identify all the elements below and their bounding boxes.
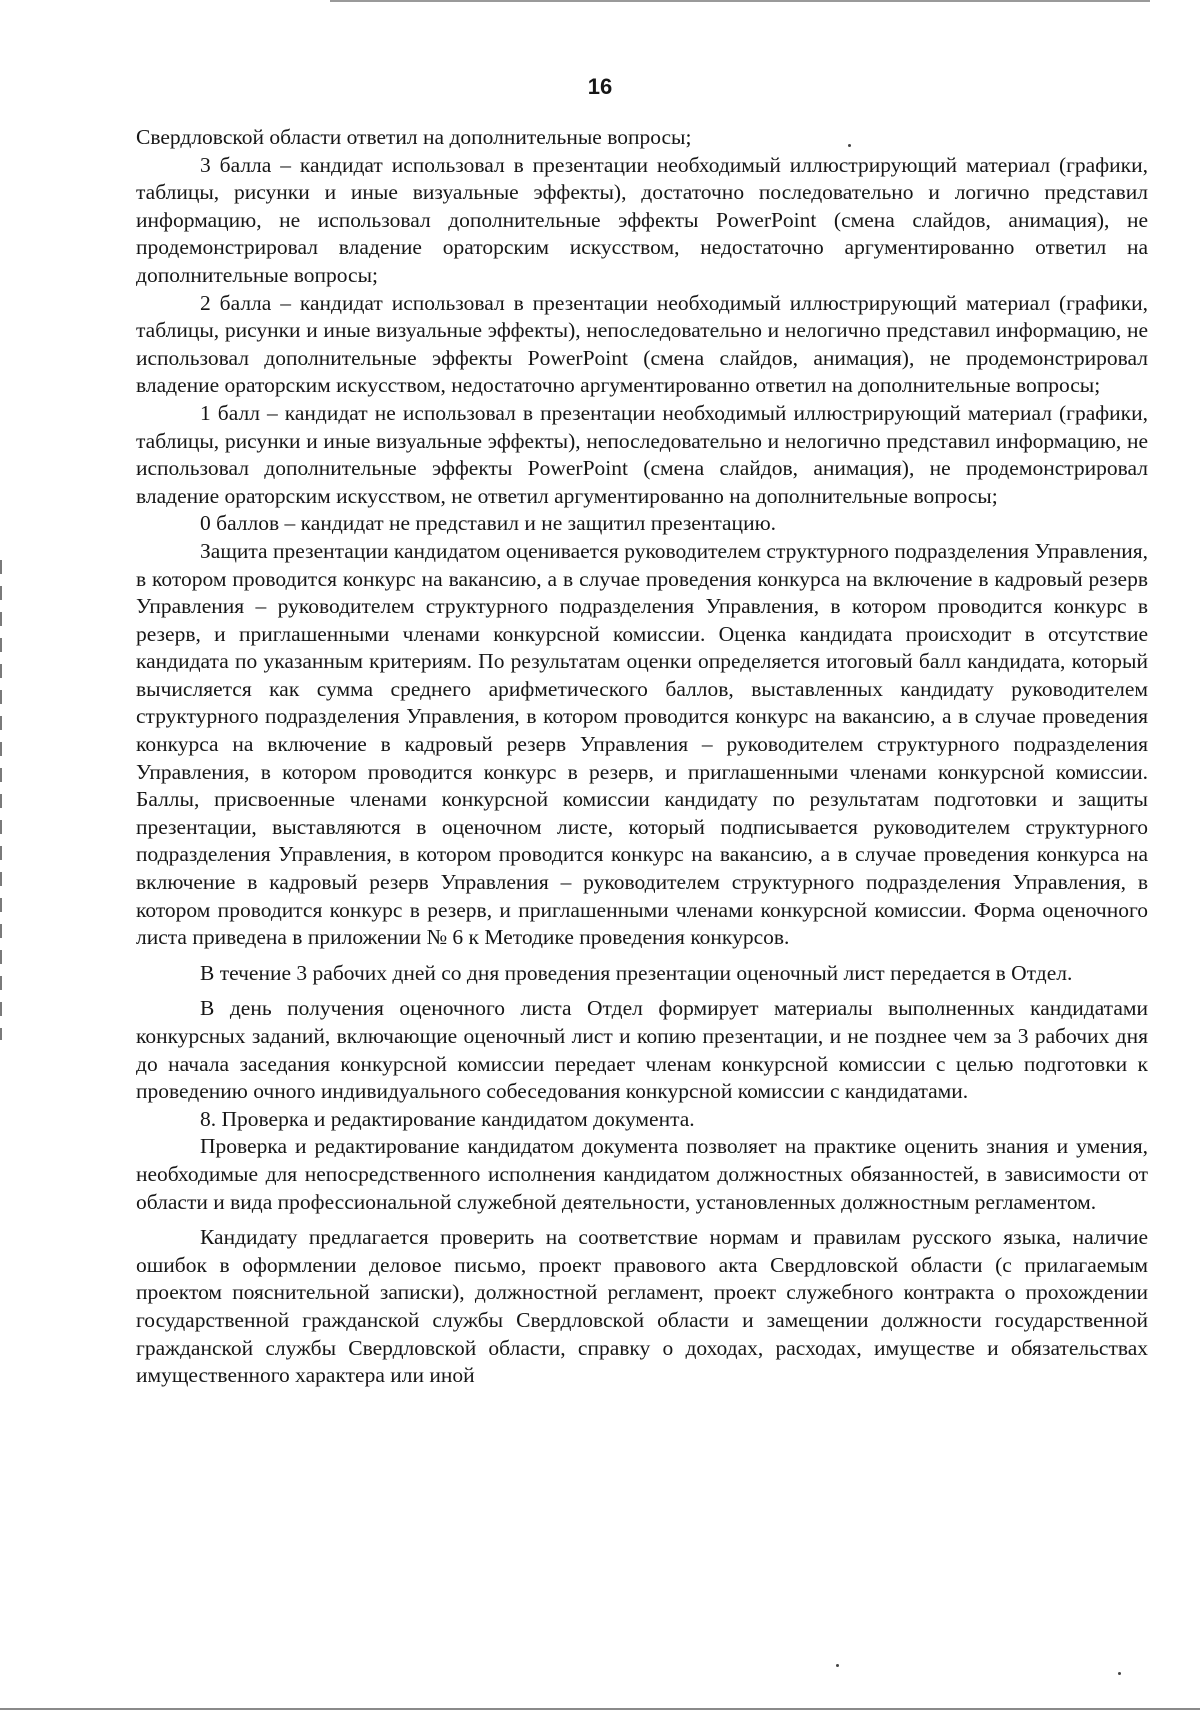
paragraph-score-1: 1 балл – кандидат не использовал в презентации необходимый иллюстрирующий материал (графики, таблицы, рисунки и иные визуальные эффекты), непоследовательно и нелогично представил информацию, не использовал дополнительные эффекты PowerPoint (смена слайдов, анимация), не продемонстрировал владение ораторским искусством, не ответил аргументированно на дополнительные вопросы;	[136, 400, 1148, 508]
paragraph-document-check-purpose: Проверка и редактирование кандидатом документа позволяет на практике оценить знания и умения, необходимые для непосредственного исполнения кандидатом должностных обязанностей, в зависимости от области и вида профессиональной служебной деятельности, установленных должностным регламентом.	[136, 1134, 1148, 1214]
section-heading-document-check: 8. Проверка и редактирование кандидатом документа.	[200, 1106, 695, 1131]
scan-artifact-dot	[836, 1664, 839, 1667]
paragraph-document-check-task: Кандидату предлагается проверить на соответствие нормам и правилам русского языка, наличие ошибок в оформлении деловое письмо, проект правового акта Свердловской области (с прилагаемым проектом пояснительной записки), должностной регламент, проект служебного контракта о прохождении государственной гражданской службы Свердловской области и замещении должности государственной гражданской службы Свердловской области, справку о доходах, расходах, имуществе и обязательствах имущественного характера или иной	[136, 1225, 1148, 1388]
scan-artifact-dot	[848, 144, 851, 147]
scan-artifact-dot	[1118, 1672, 1121, 1675]
paragraph-evaluation-sheet-transfer: В течение 3 рабочих дней со дня проведения презентации оценочный лист передается в Отдел.	[200, 960, 1073, 985]
scan-edge-bottom	[0, 1708, 1200, 1710]
page-number: 16	[587, 74, 613, 99]
paragraph-score-3: 3 балла – кандидат использовал в презентации необходимый иллюстрирующий материал (графики, таблицы, рисунки и иные визуальные эффекты), достаточно последовательно и логично представил информацию, не использовал дополнительные эффекты PowerPoint (смена слайдов, анимация), не продемонстрировал владение ораторским искусством, недостаточно аргументированно ответил на дополнительные вопросы;	[136, 152, 1148, 287]
paragraph-score-0: 0 баллов – кандидат не представил и не защитил презентацию.	[200, 511, 777, 536]
paragraph-continuation: Свердловской области ответил на дополнительные вопросы;	[136, 125, 692, 149]
paragraph-presentation-defense: Защита презентации кандидатом оценивается руководителем структурного подразделения Управления, в котором проводится конкурс на вакансию, а в случае проведения конкурса на включение в кадровый резерв Управления – руководителем структурного подразделения Управления, в котором проводится конкурс в резерв, и приглашенными членами конкурсной комиссии. Оценка кандидата происходит в отсутствие кандидата по указанным критериям. По результатам оценки определяется итоговый балл кандидата, который вычисляется как сумма среднего арифметического баллов, выставленных кандидату руководителем структурного подразделения Управления, в котором проводится конкурс на вакансию, а в случае проведения конкурса на включение в кадровый резерв Управления – руководителем структурного подразделения Управления, в котором проводится конкурс в резерв, и приглашенными членами конкурсной комиссии. Баллы, присвоенные членами конкурсной комиссии кандидату по результатам подготовки и защиты презентации, выставляются в оценочном листе, который подписывается руководителем структурного подразделения Управления, в котором проводится конкурс на вакансию, а в случае проведения конкурса на включение в кадровый резерв Управления – руководителем структурного подразделения Управления, в котором проводится конкурс в резерв, и приглашенными членами конкурсной комиссии. Форма оценочного листа приведена в приложении № 6 к Методике проведения конкурсов.	[136, 538, 1148, 950]
scan-edge-left	[0, 560, 2, 1040]
scan-edge-top	[330, 0, 1150, 2]
paragraph-materials-formation: В день получения оценочного листа Отдел формирует материалы выполненных кандидатами конкурсных заданий, включающие оценочный лист и копию презентации, и не позднее чем за 3 рабочих дня до начала заседания конкурсной комиссии передает членам конкурсной комиссии с целью подготовки к проведению очного индивидуального собеседования конкурсной комиссии с кандидатами.	[136, 996, 1148, 1104]
paragraph-score-2: 2 балла – кандидат использовал в презентации необходимый иллюстрирующий материал (графики, таблицы, рисунки и иные визуальные эффекты), непоследовательно и нелогично представил информацию, не использовал дополнительные эффекты PowerPoint (смена слайдов, анимация), не продемонстрировал владение ораторским искусством, недостаточно аргументированно ответил на дополнительные вопросы;	[136, 290, 1148, 398]
document-body	[136, 124, 1148, 1390]
